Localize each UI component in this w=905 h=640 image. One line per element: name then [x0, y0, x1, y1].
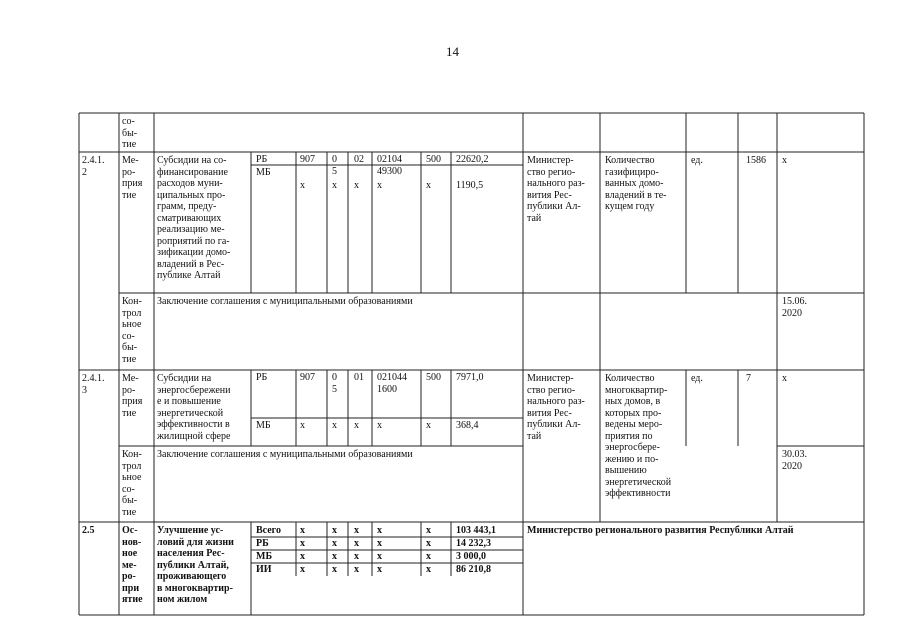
amount: 368,4: [456, 420, 479, 431]
grbs-code: 907: [300, 154, 315, 165]
rz-code: х: [332, 525, 337, 536]
row-number: 2.4.1. 2: [82, 155, 105, 178]
csr-code: х: [377, 525, 382, 536]
vr-code: х: [426, 538, 431, 549]
csr-code: х: [377, 551, 382, 562]
rz-code: х: [332, 551, 337, 562]
activity-name: Субсидии на со- финансирование расходов муни- ципальных про- грамм, преду- сматривающих реализацию ме- роприятий по га- зификации домо- владений в Рес- публике Алтай: [157, 155, 231, 281]
amount: 14 232,3: [456, 538, 491, 549]
grbs-code: х: [300, 551, 305, 562]
indicator-value: 1586: [746, 155, 766, 166]
vr-code: 500: [426, 372, 441, 383]
continuation-event-type: со- бы- тие: [122, 116, 138, 150]
rz-code: х: [332, 420, 337, 431]
indicator-name: Количество многоквартир- ных домов, в которых про- ведены меро- приятия по энергосбере- жению и по- вышению энергетической эффективности: [605, 373, 672, 499]
deadline: х: [782, 155, 787, 166]
rz-code: 0 5: [332, 372, 337, 395]
row-type: Ос- нов- ное ме- ро- при ятие: [122, 525, 143, 605]
deadline: х: [782, 373, 787, 384]
control-event-text: Заключение соглашения с муниципальными образованиями: [157, 296, 413, 307]
pr-code: 01: [354, 372, 364, 383]
pr-code: х: [354, 538, 359, 549]
activity-name: Улучшение ус- ловий для жизни населения Рес- публики Алтай, проживающего в многоквартир- ном жилом: [157, 525, 234, 605]
indicator-value: 7: [746, 373, 751, 384]
amount: 103 443,1: [456, 525, 496, 536]
pr-code: х: [354, 420, 359, 431]
control-event-text: Заключение соглашения с муниципальными образованиями: [157, 449, 413, 460]
executor: Министер- ство регио- нального раз- вития Рес- публики Ал- тай: [527, 373, 585, 442]
activity-name: Субсидии на энергосбережени е и повышение энергетической эффективности в жилищной сфере: [157, 373, 231, 442]
csr-code: х: [377, 538, 382, 549]
funding-source: РБ: [256, 372, 268, 383]
vr-code: х: [426, 525, 431, 536]
funding-source: РБ: [256, 154, 268, 165]
rz-code: 0 5: [332, 154, 337, 177]
grbs-code: х: [300, 538, 305, 549]
indicator-unit: ед.: [691, 373, 703, 384]
pr-code: х: [354, 525, 359, 536]
row-type: Ме- ро- прия тие: [122, 155, 143, 201]
control-event-type: Кон- трол ьное со- бы- тие: [122, 449, 142, 518]
control-event-date: 15.06. 2020: [782, 296, 807, 319]
funding-source: Всего: [256, 525, 281, 536]
executor: Министер- ство регио- нального раз- вития Рес- публики Ал- тай: [527, 155, 585, 224]
funding-source: МБ: [256, 420, 271, 431]
row-number: 2.4.1. 3: [82, 373, 105, 396]
pr-code: х: [354, 564, 359, 575]
row-type: Ме- ро- прия тие: [122, 373, 143, 419]
pr-code: 02: [354, 154, 364, 165]
funding-source: МБ: [256, 551, 273, 562]
control-event-date: 30.03. 2020: [782, 449, 807, 472]
vr-code: х: [426, 564, 431, 575]
page-number: 14: [446, 44, 459, 59]
control-event-type: Кон- трол ьное со- бы- тие: [122, 296, 142, 365]
pr-code: х: [354, 180, 359, 191]
indicator-unit: ед.: [691, 155, 703, 166]
funding-source: РБ: [256, 538, 269, 549]
vr-code: х: [426, 180, 431, 191]
amount: 7971,0: [456, 372, 484, 383]
pr-code: х: [354, 551, 359, 562]
amount: 3 000,0: [456, 551, 486, 562]
csr-code: х: [377, 180, 382, 191]
funding-source: МБ: [256, 167, 271, 178]
csr-code: 02104 49300: [377, 154, 402, 177]
rz-code: х: [332, 564, 337, 575]
grbs-code: 907: [300, 372, 315, 383]
csr-code: х: [377, 420, 382, 431]
row-number: 2.5: [82, 525, 95, 536]
grbs-code: х: [300, 525, 305, 536]
executor: Министерство регионального развития Республики Алтай: [527, 525, 794, 536]
vr-code: х: [426, 420, 431, 431]
indicator-name: Количество газифициро- ванных домо- владений в те- кущем году: [605, 155, 667, 212]
vr-code: х: [426, 551, 431, 562]
grbs-code: х: [300, 180, 305, 191]
csr-code: 021044 1600: [377, 372, 407, 395]
grbs-code: х: [300, 564, 305, 575]
amount: 22620,2: [456, 154, 489, 165]
csr-code: х: [377, 564, 382, 575]
amount: 1190,5: [456, 180, 484, 191]
vr-code: 500: [426, 154, 441, 165]
funding-source: ИИ: [256, 564, 272, 575]
amount: 86 210,8: [456, 564, 491, 575]
rz-code: х: [332, 180, 337, 191]
rz-code: х: [332, 538, 337, 549]
grbs-code: х: [300, 420, 305, 431]
